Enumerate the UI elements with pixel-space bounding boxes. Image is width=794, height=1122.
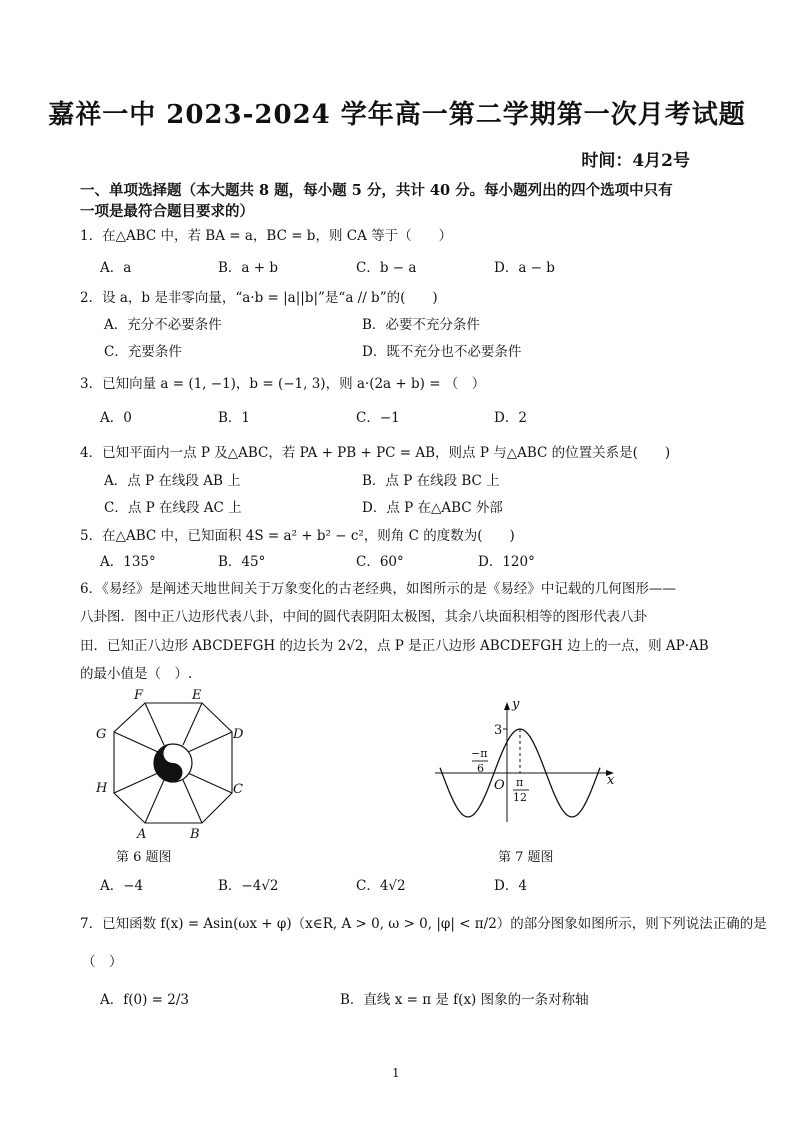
q3-option-a: A．0 <box>100 410 132 426</box>
q1-option-d: D．a − b <box>494 260 555 276</box>
q3-option-b: B．1 <box>218 410 251 426</box>
x-axis-label: x <box>607 773 615 788</box>
question-7-stem: 7．已知函数 f(x) = Asin(ωx + φ)（x∈R, A > 0, ω > 0, |φ| < π/2）的部分图象如图所示，则下列说法正确的是 <box>80 916 767 932</box>
origin-label: O <box>494 778 505 793</box>
section-heading-line2: 一项是最符合题目要求的） <box>80 203 254 220</box>
question-5-stem: 5．在△ABC 中，已知面积 4S = a² + b² − c²，则角 C 的度数为( ) <box>80 528 515 544</box>
neg-tick-numerator: −π <box>471 747 488 760</box>
vertex-label-e: E <box>192 688 202 703</box>
question-6-line2: 八卦图．图中正八边形代表八卦，中间的圆代表阴阳太极图，其余八块面积相等的图形代表八卦 <box>80 609 647 625</box>
section-heading-line1: 一、单项选择题（本大题共 8 题，每小题 5 分，共计 40 分。每小题列出的四个选项中只有 <box>80 182 673 199</box>
exam-title: 嘉祥一中 2023-2024 学年高一第二学期第一次月考试题 <box>48 100 746 130</box>
vertex-label-c: C <box>233 782 243 797</box>
vertex-label-a: A <box>137 827 147 842</box>
q4-option-d: D．点 P 在△ABC 外部 <box>362 500 503 516</box>
q6-option-c: C．4√2 <box>356 878 406 894</box>
pos-tick-denominator: 12 <box>513 791 527 804</box>
q3-option-d: D．2 <box>494 410 527 426</box>
question-4-stem: 4．已知平面内一点 P 及△ABC，若 PA + PB + PC = AB，则点 P 与△ABC 的位置关系是( ) <box>80 445 671 461</box>
q2-option-a: A．充分不必要条件 <box>104 317 222 333</box>
amplitude-label: 3 <box>494 723 503 738</box>
q6-option-b: B．−4√2 <box>218 878 279 894</box>
taiji-icon <box>154 744 192 782</box>
question-6-line1: 6．《易经》是阐述天地世间关于万象变化的古老经典，如图所示的是《易经》中记载的几何图形—— <box>80 581 676 597</box>
q6-option-a: A．−4 <box>100 878 144 894</box>
pos-tick-numerator: π <box>516 776 524 789</box>
vertex-label-f: F <box>134 688 144 703</box>
y-axis-label: y <box>512 697 520 712</box>
vertex-label-b: B <box>190 827 200 842</box>
q7-option-a: A．f(0) = 2/3 <box>100 992 189 1008</box>
q2-option-d: D．既不充分也不必要条件 <box>362 344 522 360</box>
question-3-stem: 3．已知向量 a = (1, −1)，b = (−1, 3)，则 a·(2a + b) = （ ） <box>80 376 486 392</box>
q2-option-c: C．充要条件 <box>104 344 182 360</box>
page-number: 1 <box>392 1066 400 1080</box>
question-1-stem: 1．在△ABC 中，若 BA = a，BC = b，则 CA 等于（ ） <box>80 228 453 244</box>
q5-option-b: B．45° <box>218 554 266 570</box>
exam-date: 时间：4月2号 <box>581 151 690 171</box>
q6-option-d: D．4 <box>494 878 527 894</box>
q4-option-a: A．点 P 在线段 AB 上 <box>104 473 241 489</box>
vertex-label-d: D <box>233 727 244 742</box>
neg-tick-denominator: 6 <box>477 762 484 775</box>
question-7-paren: （ ） <box>82 954 123 970</box>
q7-option-b: B．直线 x = π 是 f(x) 图象的一条对称轴 <box>340 992 589 1008</box>
q5-option-a: A．135° <box>100 554 156 570</box>
q3-option-c: C．−1 <box>356 410 400 426</box>
q4-option-c: C．点 P 在线段 AC 上 <box>104 500 242 516</box>
figure-7-graph <box>430 694 620 826</box>
figure-6-octagon <box>88 684 258 842</box>
q4-option-b: B．点 P 在线段 BC 上 <box>362 473 500 489</box>
q5-option-d: D．120° <box>478 554 535 570</box>
q5-option-c: C．60° <box>356 554 404 570</box>
q1-option-c: C．b − a <box>356 260 417 276</box>
vertex-label-g: G <box>96 727 107 742</box>
q1-option-a: A．a <box>100 260 132 276</box>
section-heading <box>80 180 720 222</box>
question-2-stem: 2．设 a，b 是非零向量，“a·b = |a||b|”是“a // b”的( ) <box>80 290 438 306</box>
q2-option-b: B．必要不充分条件 <box>362 317 480 333</box>
figure-6-caption: 第 6 题图 <box>116 850 172 865</box>
question-6-line4: 的最小值是（ ）. <box>80 666 193 682</box>
q1-option-b: B．a + b <box>218 260 279 276</box>
vertex-label-h: H <box>96 781 108 796</box>
figure-7-caption: 第 7 题图 <box>498 850 554 865</box>
question-6-line3: 田．已知正八边形 ABCDEFGH 的边长为 2√2，点 P 是正八边形 ABCDEFGH 边上的一点，则 AP·AB <box>80 638 709 654</box>
